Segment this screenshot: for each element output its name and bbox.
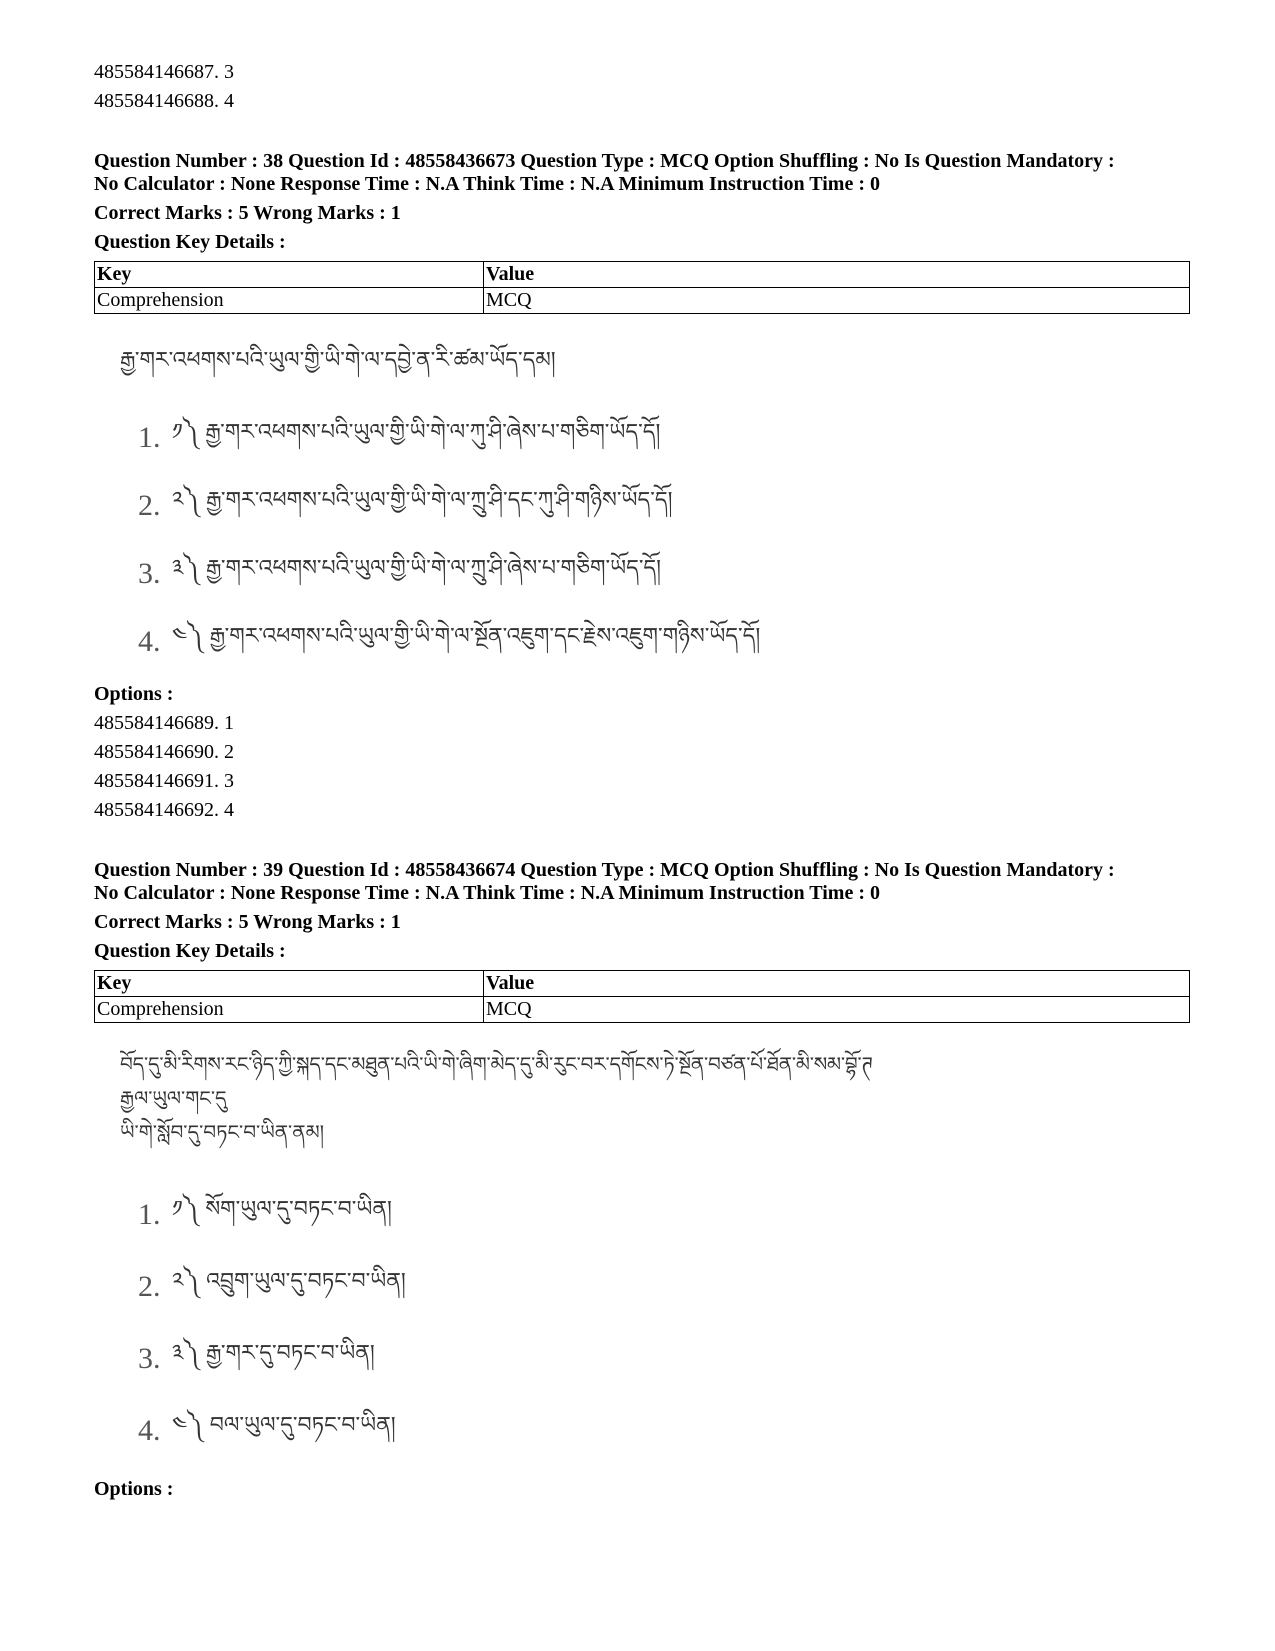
marks-line: Correct Marks : 5 Wrong Marks : 1 [94, 202, 401, 224]
table-header-value: Value [484, 262, 1190, 288]
key-details-table [94, 970, 1190, 1023]
table-cell-key: Comprehension [95, 997, 484, 1023]
question-meta-line: No Calculator : None Response Time : N.A Think Time : N.A Minimum Instruction Time : 0 [94, 173, 880, 195]
question-stem-line: ཡི་གེ་སློབ་དུ་བཏང་བ་ཡིན་ནམ། [120, 1120, 325, 1144]
table-cell-value: MCQ [484, 997, 1190, 1023]
options-label: Options : [94, 683, 174, 705]
choice-number: 2. [138, 1270, 161, 1303]
answer-choice [138, 472, 1194, 540]
choice-text: ༡༽ རྒྱ་གར་འཕགས་པའི་ཡུལ་གྱི་ཡི་གེ་ལ་ཀུ་ཤི་ཞེས་པ་གཅིག་ཡོད་དོ། [172, 420, 661, 445]
option-line: 485584146690. 2 [94, 741, 234, 763]
choice-text: ༤༽ རྒྱ་གར་འཕགས་པའི་ཡུལ་གྱི་ཡི་གེ་ལ་སྔོན་འཇུག་དང་རྗེས་འཇུག་གཉིས་ཡོད་དོ། [172, 624, 761, 649]
choice-number: 1. [138, 1198, 161, 1231]
table-header-row [95, 262, 1190, 288]
choice-number: 2. [138, 489, 161, 522]
question-stem-line: བོད་དུ་མི་རིགས་རང་ཉིད་ཀྱི་སྐད་དང་མཐུན་པའི་ཡི་གེ་ཞིག་མེད་དུ་མི་རུང་བར་དགོངས་ཏེ་སྔོན་བཙན་པོ་ཐོན་མི་སམ་བྷོ་ཊ [120, 1052, 873, 1076]
choice-number: 4. [138, 625, 161, 658]
choice-text: ༢༽ རྒྱ་གར་འཕགས་པའི་ཡུལ་གྱི་ཡི་གེ་ལ་ཀྲུ་ཤི་དང་ཀུ་ཤི་གཉིས་ཡོད་དོ། [172, 488, 673, 513]
choice-text: ༤༽ བལ་ཡུལ་དུ་བཏང་བ་ཡིན། [172, 1413, 396, 1438]
option-line: 485584146689. 1 [94, 712, 234, 734]
table-header-row [95, 971, 1190, 997]
choice-text: ༡༽ སོག་ཡུལ་དུ་བཏང་བ་ཡིན། [172, 1197, 392, 1222]
table-row [95, 288, 1190, 314]
table-header-value: Value [484, 971, 1190, 997]
answer-choice [138, 1395, 1194, 1467]
option-line: 485584146687. 3 [94, 61, 234, 83]
table-cell-value: MCQ [484, 288, 1190, 314]
table-row [95, 997, 1190, 1023]
answer-choice [138, 1179, 1194, 1251]
choice-text: ༢༽ འབྲུག་ཡུལ་དུ་བཏང་བ་ཡིན། [172, 1269, 406, 1294]
answer-choice [138, 540, 1194, 608]
table-cell-key: Comprehension [95, 288, 484, 314]
option-line: 485584146691. 3 [94, 770, 234, 792]
question-meta-line: Question Number : 39 Question Id : 48558436674 Question Type : MCQ Option Shuffling : No Is Question Mandatory : [94, 859, 1115, 881]
document-page [94, 58, 1194, 1504]
answer-choice [138, 1323, 1194, 1395]
key-details-table [94, 261, 1190, 314]
table-header-key: Key [95, 262, 484, 288]
question-meta-line: No Calculator : None Response Time : N.A Think Time : N.A Minimum Instruction Time : 0 [94, 882, 880, 904]
question-38 [94, 150, 1194, 825]
key-details-label: Question Key Details : [94, 231, 286, 253]
choice-text: ༣༽ རྒྱ་གར་དུ་བཏང་བ་ཡིན། [172, 1341, 375, 1366]
option-line: 485584146688. 4 [94, 90, 234, 112]
table-header-key: Key [95, 971, 484, 997]
question-stem: རྒྱ་གར་འཕགས་པའི་ཡུལ་གྱི་ཡི་གེ་ལ་དབྱེ་ན་རི་ཚམ་ཡོད་དམ། [120, 348, 556, 373]
marks-line: Correct Marks : 5 Wrong Marks : 1 [94, 911, 401, 933]
answer-choice [138, 404, 1194, 472]
choice-number: 3. [138, 1342, 161, 1375]
question-meta-line: Question Number : 38 Question Id : 48558436673 Question Type : MCQ Option Shuffling : No Is Question Mandatory : [94, 150, 1115, 172]
choice-number: 4. [138, 1414, 161, 1447]
choice-text: ༣༽ རྒྱ་གར་འཕགས་པའི་ཡུལ་གྱི་ཡི་གེ་ལ་ཀྲུ་ཤི་ཞེས་པ་གཅིག་ཡོད་དོ། [172, 556, 662, 581]
choice-number: 3. [138, 557, 161, 590]
choice-number: 1. [138, 421, 161, 454]
question-39 [94, 859, 1194, 1504]
answer-choice [138, 608, 1194, 676]
options-label: Options : [94, 1478, 174, 1500]
answer-choice [138, 1251, 1194, 1323]
option-line: 485584146692. 4 [94, 799, 234, 821]
question-stem-line: རྒྱལ་ཡུལ་གང་དུ [120, 1086, 227, 1110]
key-details-label: Question Key Details : [94, 940, 286, 962]
